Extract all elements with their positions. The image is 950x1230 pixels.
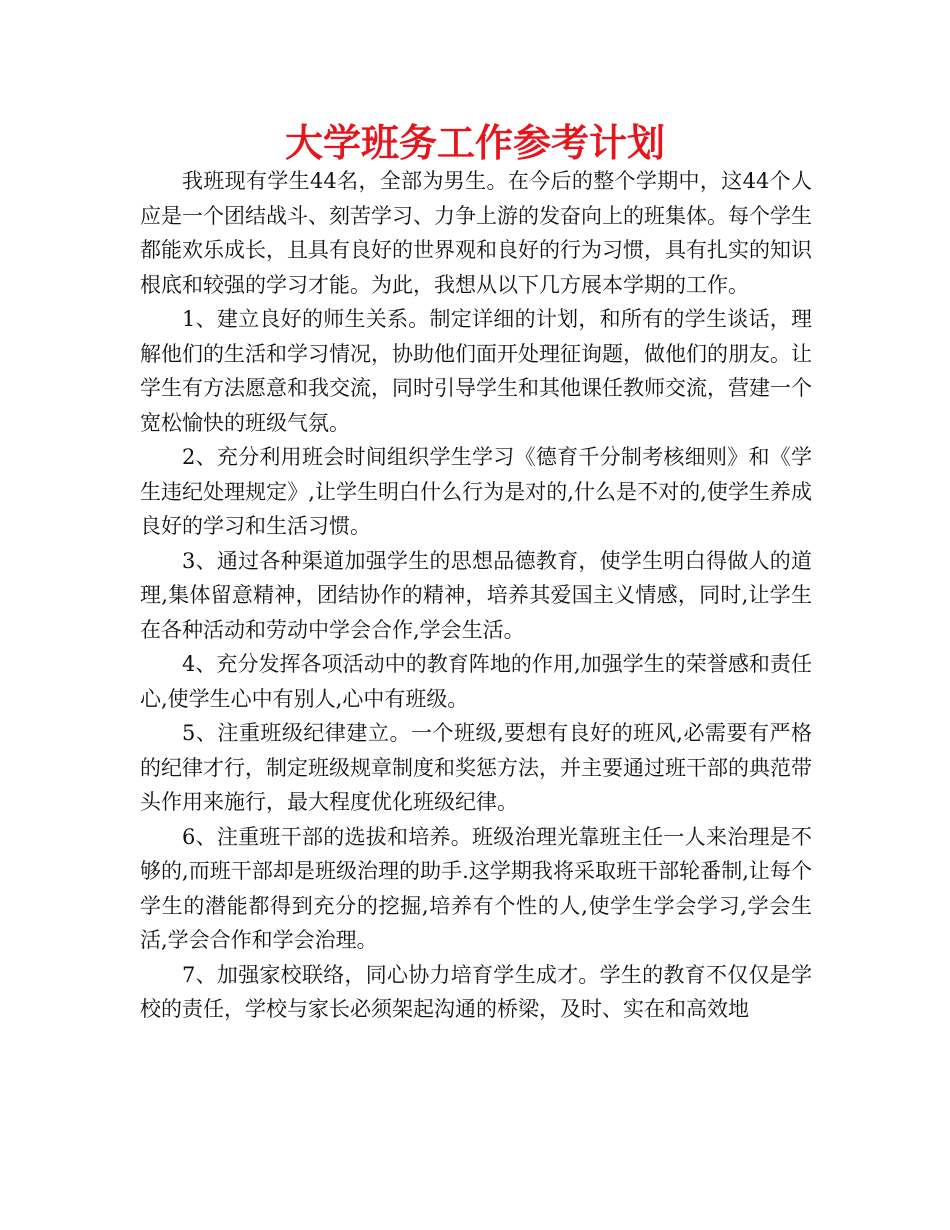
paragraph-item-2: 2、充分利用班会时间组织学生学习《德育千分制考核细则》和《学生违纪处理规定》,让学生明白什么行为是对的,什么是不对的,使学生养成良好的学习和生活习惯。 [140, 445, 812, 538]
document-title: 大学班务工作参考计划 [284, 121, 665, 165]
paragraph-item-1: 1、建立良好的师生关系。制定详细的计划，和所有的学生谈话，理解他们的生活和学习情况，协助他们面开处理征询题，做他们的朋友。让学生有方法愿意和我交流，同时引导学生和其他课任教师交流，营建一个宽松愉快的班级气氛。 [140, 307, 812, 435]
paragraph-item-4: 4、充分发挥各项活动中的教育阵地的作用,加强学生的荣誉感和责任心,使学生心中有别人,心中有班级。 [140, 652, 812, 711]
paragraph-item-3: 3、通过各种渠道加强学生的思想品德教育，使学生明白得做人的道理,集体留意精神，团结协作的精神，培养其爱国主义情感，同时,让学生在各种活动和劳动中学会合作,学会生活。 [140, 548, 812, 642]
paragraph-intro: 我班现有学生44名，全部为男生。在今后的整个学期中，这44个人应是一个团结战斗、刻苦学习、力争上游的发奋向上的班集体。每个学生都能欢乐成长，且具有良好的世界观和良好的行为习惯，具有扎实的知识根底和较强的学习才能。为此，我想从以下几方展本学期的工作。 [140, 169, 812, 297]
paragraph-item-5: 5、注重班级纪律建立。一个班级,要想有良好的班风,必需要有严格的纪律才行，制定班级规章制度和奖惩方法，并主要通过班干部的典范带头作用来施行，最大程度优化班级纪律。 [140, 721, 812, 814]
paragraph-item-7: 7、加强家校联络，同心协力培育学生成才。学生的教育不仅仅是学校的责任，学校与家长必须架起沟通的桥梁，及时、实在和高效地 [140, 962, 812, 1021]
document-body [140, 164, 812, 1027]
paragraph-item-6: 6、注重班干部的选拔和培养。班级治理光靠班主任一人来治理是不够的,而班干部却是班级治理的助手.这学期我将采取班干部轮番制,让每个学生的潜能都得到充分的挖掘,培养有个性的人,使学生学会学习,学会生活,学会合作和学会治理。 [140, 824, 812, 952]
